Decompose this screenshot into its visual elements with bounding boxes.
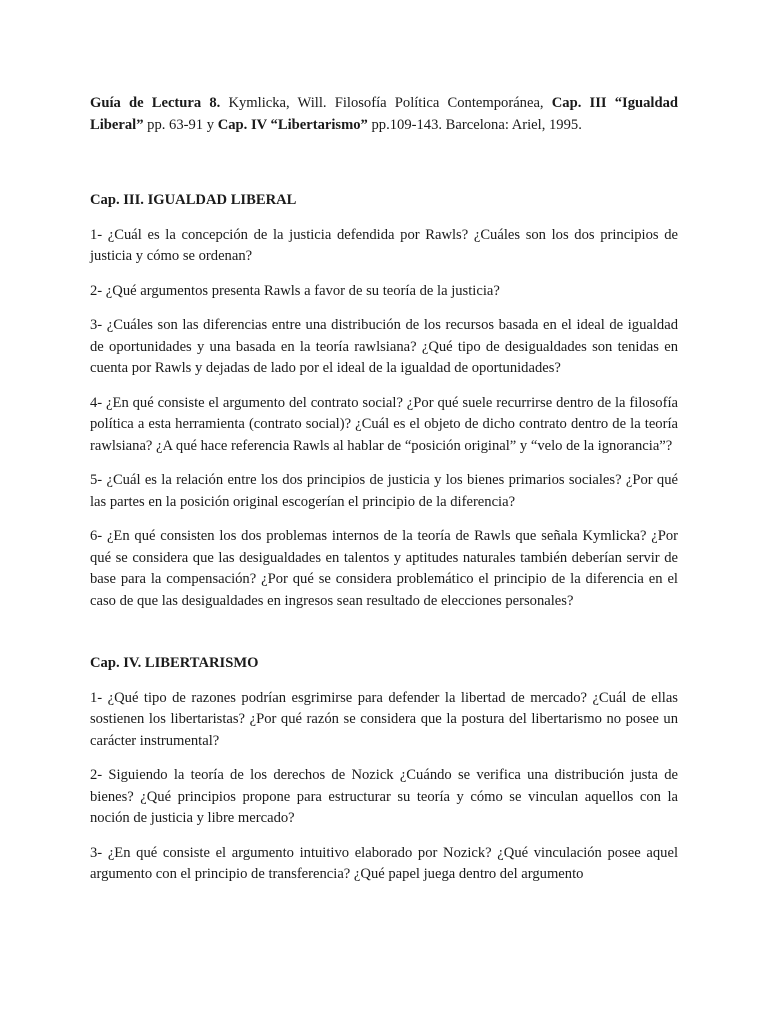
question: 6- ¿En qué consisten los dos problemas internos de la teoría de Rawls que señala Kymlicka? ¿Por qué se considera que las desigualdades en talentos y aptitudes naturales también deberían servir de base para la compensación? ¿Por qué se considera problemático el principio de la diferencia en el caso de que las desigualdades en ingresos sean resultado de elecciones personales?: [90, 528, 678, 609]
question: 3- ¿En qué consiste el argumento intuitivo elaborado por Nozick? ¿Qué vinculación posee aquel argumento con el principio de transferencia? ¿Qué papel juega dentro del argumento: [90, 844, 678, 882]
author-work: Kymlicka, Will. Filosofía Política Contemporánea,: [220, 95, 552, 111]
question: 1- ¿Cuál es la concepción de la justicia defendida por Rawls? ¿Cuáles son los dos principios de justicia y cómo se ordenan?: [90, 226, 678, 264]
reading-guide-header: [90, 93, 678, 136]
section-libertarismo: [90, 653, 678, 886]
chapter-3-label: Cap. III “Igualdad Liberal”: [90, 95, 678, 133]
chapter-4-label: Cap. IV “Libertarismo”: [217, 116, 368, 133]
section-igualdad-liberal: [90, 190, 678, 612]
section-title: Cap. III. IGUALDAD LIBERAL: [90, 192, 297, 208]
question: 5- ¿Cuál es la relación entre los dos principios de justicia y los bienes primarios sociales? ¿Por qué las partes en la posición original escogerían el principio de la diferencia?: [90, 472, 678, 510]
question: 4- ¿En qué consiste el argumento del contrato social? ¿Por qué suele recurrirse dentro de la filosofía política a esta herramienta (contrato social)? ¿Cuál es el objeto de dicho contrato dentro de la teoría rawlsiana? ¿A qué hace referencia Rawls al hablar de “posición original” y “velo de la ignorancia”?: [90, 394, 678, 454]
guide-label: Guía de Lectura 8.: [90, 95, 221, 111]
section-title: Cap. IV. LIBERTARISMO: [90, 655, 259, 671]
question: 2- Siguiendo la teoría de los derechos de Nozick ¿Cuándo se verifica una distribución justa de bienes? ¿Qué principios propone para estructurar su teoría y cómo se vinculan aquellos con la noción de justicia y libre mercado?: [90, 767, 678, 826]
document-page: [90, 93, 678, 899]
chapter-3-pages: pp. 63-91 y: [143, 116, 218, 133]
question: 2- ¿Qué argumentos presenta Rawls a favor de su teoría de la justicia?: [90, 282, 500, 299]
question: 3- ¿Cuáles son las diferencias entre una distribución de los recursos basada en el ideal de igualdad de oportunidades y una basada en la teoría rawlsiana? ¿Qué tipo de desigualdades son tenidas en cuenta por Rawls y dejadas de lado por el ideal de la igualdad de oportunidades?: [90, 317, 678, 376]
question: 1- ¿Qué tipo de razones podrían esgrimirse para defender la libertad de mercado? ¿Cuál de ellas sostienen los libertaristas? ¿Por qué razón se considera que la postura del libertarismo no posee un carácter instrumental?: [90, 689, 678, 749]
chapter-4-pages: pp.109-143. Barcelona: Ariel, 1995.: [367, 116, 582, 133]
